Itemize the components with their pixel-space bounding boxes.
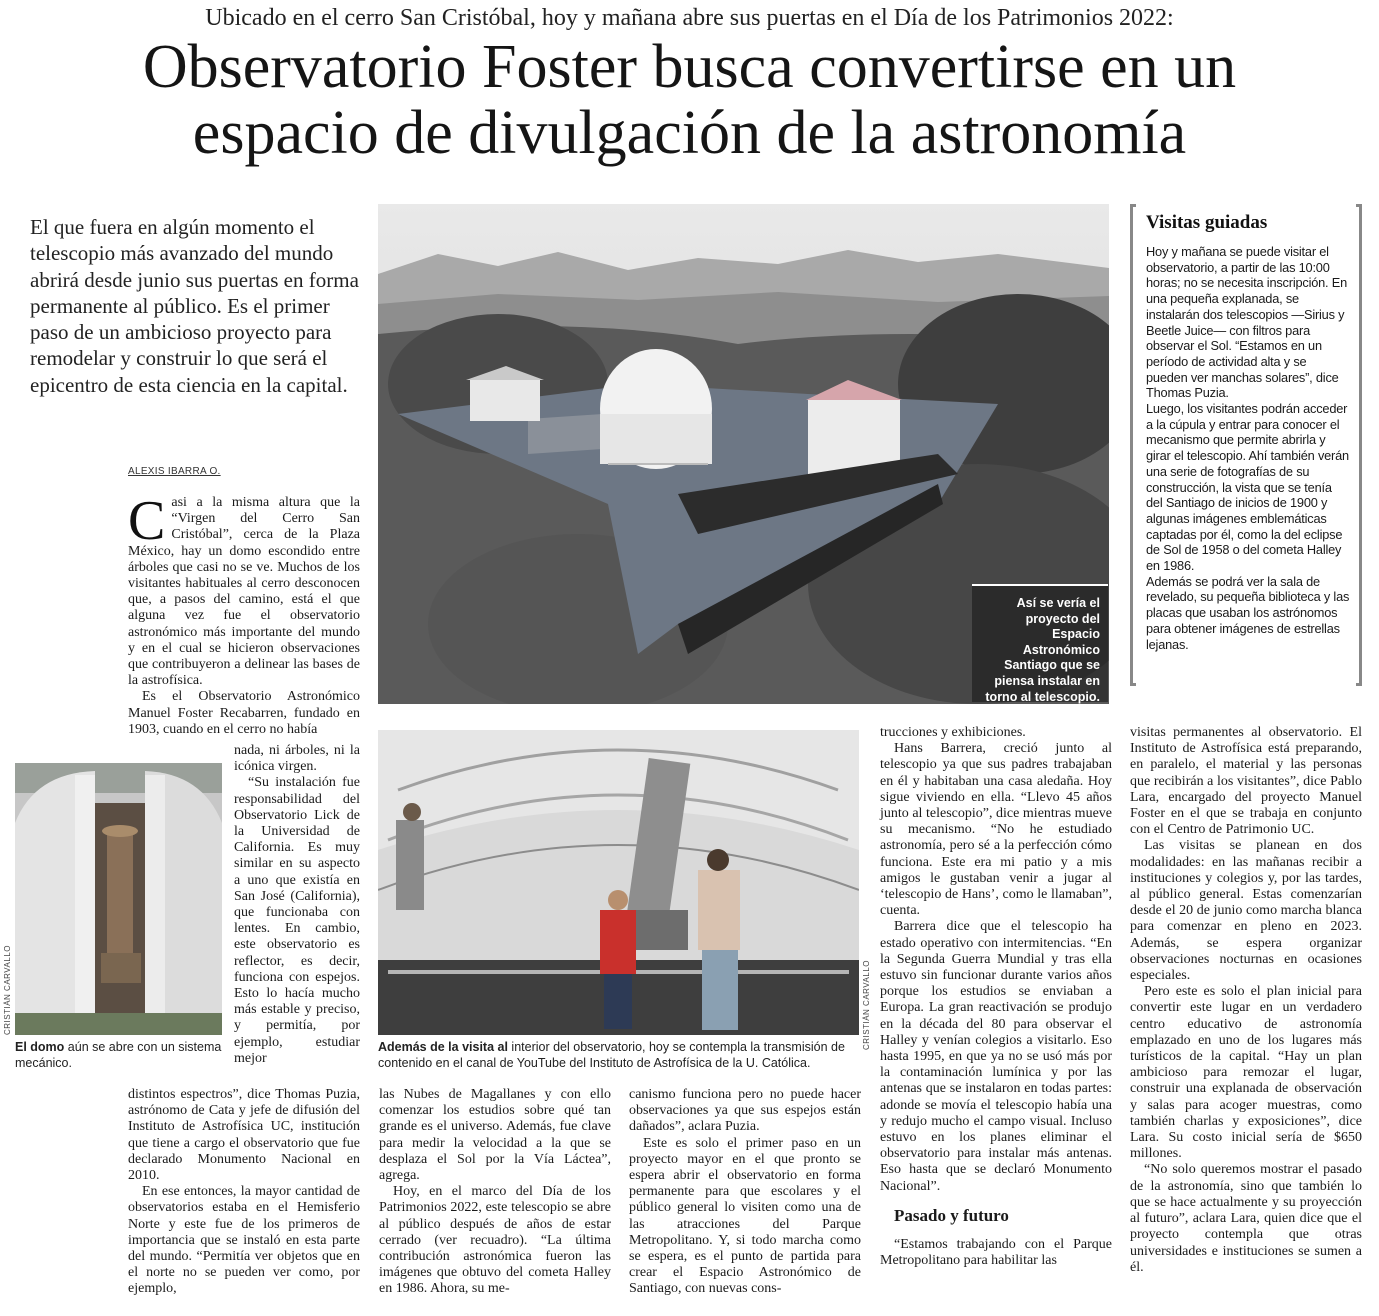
body-column-1-narrow <box>234 743 360 1067</box>
sidebar-visitas-guiadas <box>1130 204 1362 686</box>
lead-paragraph: El que fuera en algún momento el telescopio más avanzado del mundo abrirá desde junio sus puertas en forma permanente al público. Es el primer paso de un ambicioso proyecto para remodelar y construir lo que será el epicentro de esta ciencia en la capital. <box>30 215 359 397</box>
byline: ALEXIS IBARRA O. <box>128 466 221 477</box>
drop-cap: C <box>128 490 166 552</box>
headline <box>0 34 1379 166</box>
col1-paragraph-4: En ese entonces, la mayor cantidad de observatorios estaba en el Hemisferio Norte y este fue de los primeros de importancia que se instaló en esta parte del mundo. “Permitía ver objetos que en el norte no se pueden ver como, por ejemplo, <box>128 1184 360 1297</box>
dome-photo-credit: CRISTIÁN CARVALLO <box>3 945 12 1036</box>
sidebar-bracket-left <box>1130 204 1136 686</box>
interior-photo-caption <box>378 1040 859 1071</box>
sidebar-paragraph-3: Además se podrá ver la sala de revelado, su pequeña biblioteca y las placas que usaban los astrónomos para obtener imágenes de estrellas lejanas. <box>1146 573 1350 652</box>
col2-paragraph-2: Hoy, en el marco del Día de los Patrimonios 2022, este telescopio se abre al público después de años de estar cerrado (ver recuadro). “La última contribución astronómica fueron las imágenes que obtuvo del cometa Halley en 1986. Ahora, su me- <box>379 1184 611 1297</box>
body-column-2 <box>379 1087 611 1298</box>
sidebar-title: Visitas guiadas <box>1146 212 1268 233</box>
col5-paragraph-4: “No solo queremos mostrar el pasado de la astronomía, sino que también lo que se hace actualmente y su proyección al futuro”, aclara Lara, quien dice que el proyecto contempla que otras universidades e instituciones se sumen a él. <box>1130 1162 1362 1275</box>
dome-photo <box>15 763 222 1035</box>
interior-photo-credit: CRISTIÁN CARVALLO <box>862 960 871 1051</box>
col1-paragraph-3: “Su instalación fue responsabilidad del Observatorio Lick de la Universidad de California. Es muy similar en su aspecto a uno que existía en San José (California), que funcionaba con lentes. En cambio, este observatorio es reflector, es decir, funciona con espejos. Esto lo hacía mucho más estable y preciso, y permitía, por ejemplo, estudiar mejor <box>234 775 360 1066</box>
headline-line-1: Observatorio Foster busca convertirse en un <box>142 33 1237 101</box>
sidebar-paragraph-1: Hoy y mañana se puede visitar el observatorio, a partir de las 10:00 horas; no se necesita inscripción. En una pequeña explanada, se instalarán dos telescopios —Sirius y Beetle Juice— con filtros para observar el Sol. “Estamos en un período de actividad alta y se pueden ver manchas solares”, dice Thomas Puzia. <box>1146 244 1348 401</box>
section-subhead: Pasado y futuro <box>894 1205 1009 1225</box>
col1-paragraph-2: Es el Observatorio Astronómico Manuel Foster Recabarren, fundado en 1903, cuando en el cerro no había <box>128 689 360 737</box>
body-column-5 <box>1130 725 1362 1276</box>
col4-paragraph-2: Hans Barrera, creció junto al telescopio ya que sus padres trabajaban en él y habitaban una casa aledaña. Hoy sigue viviendo en ella. “Llevo 45 años junto al telescopio”, dice mientras mueve su mecanismo. “No he estudiado astronomía, pero sé a la perfección cómo funciona. Este era mi patio y a mis amigos le gustaban venir a jugar al ‘telescopio de Hans’, como le llamaban”, cuenta. <box>880 741 1112 919</box>
col4-paragraph-3: Barrera dice que el telescopio ha estado operativo con intermitencias. “En la Segunda Guerra Mundial y tras ella estuvo sin funcionar durante varios años porque los estudios se enviaban a Europa. La gran reactivación se produjo en la década del 80 para observar el Halley y venían colegios a visitarlo. Eso hasta 1995, en que ya no se usó más por la contaminación lumínica y por las antenas que se instalaron en todas partes: adonde se movía el telescopio había una y redujo mucho el campo visual. Incluso estuvo en los planes eliminar el observatorio para instalar más antenas. Eso hasta que se declaró Monumento Nacional”. <box>880 919 1112 1194</box>
col3-paragraph-1: canismo funciona pero no puede hacer observaciones ya que sus espejos están dañados”, aclara Puzia. <box>629 1087 861 1135</box>
col5-paragraph-2: Las visitas se planean en dos modalidades: en las mañanas recibir a instituciones y colegios y, por las tardes, al público general. Estas comenzarían desde el 20 de junio como marcha blanca para comenzar en pleno en 2023. Además, se espera organizar observaciones nocturnas en ocasiones especiales. <box>1130 838 1362 984</box>
col4-paragraph-1: trucciones y exhibiciones. <box>880 725 1026 740</box>
kicker: Ubicado en el cerro San Cristóbal, hoy y mañana abre sus puertas en el Día de los Patrimonios 2022: <box>205 5 1174 31</box>
col4-paragraph-4: “Estamos trabajando con el Parque Metropolitano para habilitar las <box>880 1236 1112 1269</box>
main-photo-caption: Así se vería el proyecto del Espacio Astronómico Santiago que se piensa instalar en torno al telescopio. <box>972 584 1108 702</box>
col1-paragraph-1: asi a la misma altura que la “Virgen del Cerro San Cristóbal”, cerca de la Plaza México, hay un domo escondido entre árboles que casi no se ve. Muchos de los visitantes habituales al cerro desconocen que, a pasos del camino, está el que alguna vez fue el observatorio astronómico más importante del mundo y en el cual se hicieron observaciones que contribuyeron a delinear las bases de la astrofísica. <box>128 495 360 689</box>
sidebar-bracket-right <box>1356 204 1362 686</box>
body-column-1-lower <box>128 1087 360 1298</box>
col3-paragraph-2: Este es solo el primer paso en un proyecto mayor en el que pronto se espera abrir el observatorio en forma permanente para que escolares y el público general lo visiten como una de las atracciones del Parque Metropolitano. Y, si todo marcha como se espera, es el punto de partida para crear el Espacio Astronómico de Santiago, con nuevas cons- <box>629 1135 861 1297</box>
body-column-1-upper <box>128 490 360 738</box>
body-column-3 <box>629 1087 861 1298</box>
col1-paragraph-3-cont: distintos espectros”, dice Thomas Puzia, astrónomo de Cata y jefe de difusión del Instituto de Astrofísica UC, institución que tiene a cargo el observatorio que fue declarado Monumento Nacional en 2010. <box>128 1087 360 1184</box>
interior-caption-bold: Además de la visita al <box>378 1040 508 1054</box>
dome-photo-caption <box>15 1040 225 1071</box>
sidebar-body <box>1146 244 1350 652</box>
body-column-4 <box>880 725 1112 1269</box>
interior-caption-text: interior del observatorio, hoy se contempla la transmisión de contenido en el canal de YouTube del Instituto de Astrofísica de la U. Católica. <box>378 1040 845 1070</box>
dome-caption-bold: El domo <box>15 1040 65 1054</box>
col1-paragraph-2-cont: nada, ni árboles, ni la icónica virgen. <box>234 743 360 775</box>
sidebar-paragraph-2: Luego, los visitantes podrán acceder a la cúpula y entrar para conocer el mecanismo que permite abrirla y girar el telescopio. Ahí también verán una serie de fotografías de su construcción, la vista que se tenía del Santiago de inicios de 1900 y algunas imágenes emblemáticas captadas por él, como la del eclipse de Sol de 1958 o del cometa Halley en 1986. <box>1146 401 1349 574</box>
col5-paragraph-3: Pero este es solo el plan inicial para convertir este lugar en un verdadero centro educativo de astronomía emplazado en uno de los lugares más turísticos de la capital. “Hay un plan ambicioso para remozar el lugar, construir una explanada de observación y salas para acoger muestras, como también charlas y exposiciones”, dice Lara. Su costo inicial sería de $650 millones. <box>1130 984 1362 1162</box>
dome-caption-text: aún se abre con un sistema mecánico. <box>15 1040 222 1070</box>
col2-paragraph-1: las Nubes de Magallanes y con ello comenzar los estudios sobre qué tan grande es el universo. Además, fue clave para medir la velocidad a la que se desplaza el Sol por la Vía Láctea”, agrega. <box>379 1087 611 1184</box>
col5-paragraph-1: visitas permanentes al observatorio. El Instituto de Astrofísica está preparando, en paralelo, el material y las personas que recibirán a los visitantes”, dice Pablo Lara, encargado del proyecto Manuel Foster en el que se trabaja en conjunto con el Centro de Patrimonio UC. <box>1130 725 1362 838</box>
headline-line-2: espacio de divulgación de la astronomía <box>192 99 1187 167</box>
interior-photo <box>378 730 859 1035</box>
